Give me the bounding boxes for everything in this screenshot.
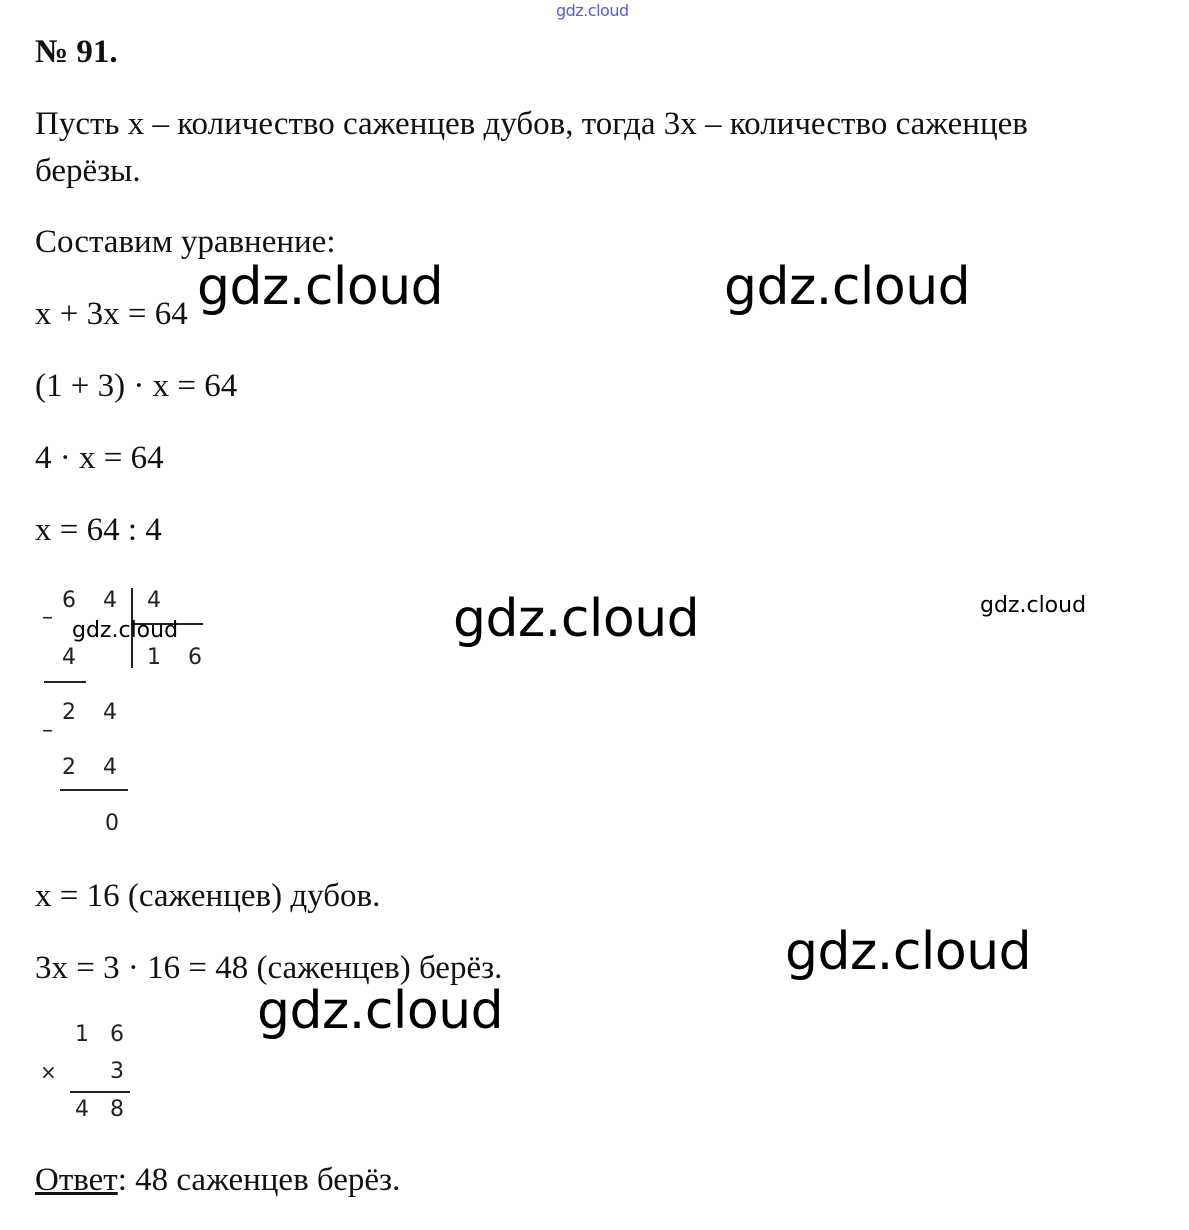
watermark: gdz.cloud	[197, 257, 444, 317]
problem-number: № 91.	[35, 34, 118, 70]
subtrahend-1: 4	[62, 645, 76, 670]
quotient-digit: 6	[188, 645, 202, 670]
quotient-digit: 1	[147, 645, 161, 670]
watermark: gdz.cloud	[72, 618, 179, 643]
answer-label: Ответ	[35, 1162, 118, 1198]
result-birches: 3х = 3 · 16 = 48 (саженцев) берёз.	[35, 950, 503, 986]
answer-text: : 48 саженцев берёз.	[117, 1162, 401, 1198]
multiplication-line	[70, 1091, 130, 1093]
divisor: 4	[147, 588, 161, 613]
answer-line	[35, 1160, 400, 1200]
step3-digit: 4	[103, 755, 117, 780]
result-oaks: х = 16 (саженцев) дубов.	[35, 878, 381, 914]
product-digit: 8	[110, 1097, 124, 1122]
multiply-sign: ×	[40, 1060, 57, 1084]
dividend-digit: 6	[62, 588, 76, 613]
minus-sign: –	[42, 718, 53, 743]
remainder: 0	[105, 811, 119, 836]
step2-digit: 4	[103, 700, 117, 725]
equation-4: х = 64 : 4	[35, 512, 162, 548]
step3-digit: 2	[62, 755, 76, 780]
step2-digit: 2	[62, 700, 76, 725]
watermark: gdz.cloud	[785, 922, 1032, 982]
multiplicand-digit: 1	[75, 1022, 89, 1047]
watermark: gdz.cloud	[257, 981, 504, 1041]
minus-sign: –	[42, 605, 53, 630]
dividend-digit: 4	[103, 588, 117, 613]
header-watermark: gdz.cloud	[556, 1, 629, 20]
product-digit: 4	[75, 1097, 89, 1122]
equation-3: 4 · х = 64	[35, 440, 164, 476]
multiplier: 3	[110, 1059, 124, 1084]
intro-text-line1: Пусть х – количество саженцев дубов, тогда 3х – количество саженцев	[35, 106, 1028, 142]
equation-2: (1 + 3) · х = 64	[35, 368, 238, 404]
equation-1: х + 3х = 64	[35, 296, 188, 332]
division-step-line	[60, 789, 128, 791]
intro-text-line2: берёзы.	[35, 153, 141, 189]
watermark: gdz.cloud	[724, 257, 971, 317]
division-step-line	[44, 681, 86, 683]
multiplicand-digit: 6	[110, 1022, 124, 1047]
compose-heading: Составим уравнение:	[35, 224, 336, 260]
watermark: gdz.cloud	[453, 589, 700, 649]
watermark: gdz.cloud	[980, 593, 1087, 618]
